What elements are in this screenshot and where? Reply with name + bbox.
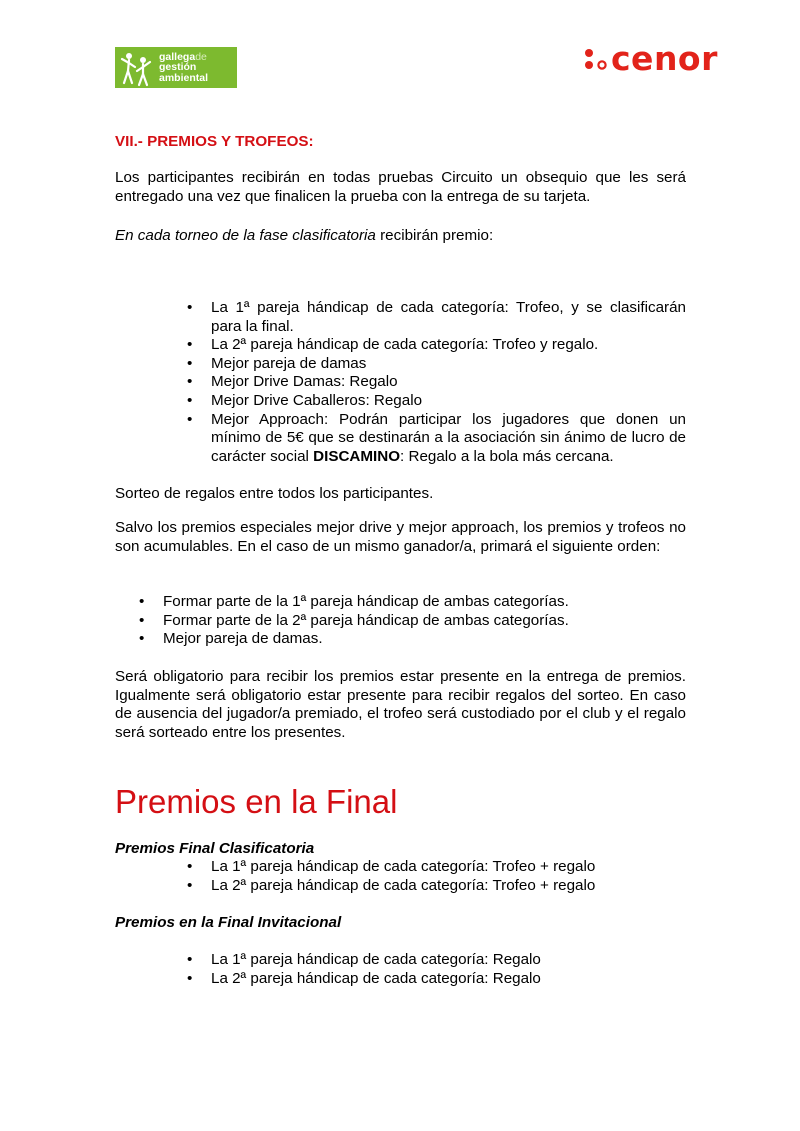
three-dots-icon — [583, 46, 609, 72]
cenor-wordmark: cenor — [611, 39, 718, 78]
list-item: • La 2ª pareja hándicap de cada categoría: Trofeo + regalo — [187, 877, 686, 896]
qualifying-prizes-list — [187, 299, 686, 466]
list-item: • Formar parte de la 2ª pareja hándicap de ambas categorías. — [139, 612, 686, 631]
final-invitational-title: Premios en la Final Invitacional — [115, 914, 342, 931]
final-invitational-list — [187, 951, 686, 988]
priority-order-list — [139, 593, 686, 649]
mandatory-paragraph: Será obligatorio para recibir los premios estar presente en la entrega de premios. Igualmente será obligatorio estar presente para recibir regalos del sorteo. En caso de ausencia del jugador/a premiado, el trofeo será custodiado por el club y el regalo será sorteado entre los presentes. — [115, 668, 686, 741]
cenor-logo — [583, 39, 718, 78]
list-item: • Mejor Drive Caballeros: Regalo — [187, 392, 686, 411]
list-item: • Formar parte de la 1ª pareja hándicap de ambas categorías. — [139, 593, 686, 612]
gallega-gestion-ambiental-logo — [115, 47, 237, 88]
final-classification-list — [187, 858, 686, 895]
qualifying-rest: recibirán premio: — [375, 227, 494, 244]
list-item: • Mejor pareja de damas — [187, 355, 686, 374]
qualifying-italic: En cada torneo de la fase clasificatoria — [115, 227, 376, 244]
qualifying-paragraph — [115, 227, 686, 246]
list-item: • La 2ª pareja hándicap de cada categoría: Trofeo y regalo. — [187, 336, 686, 355]
logo-text: gallegade gestión ambiental — [159, 50, 209, 84]
list-item: • La 2ª pareja hándicap de cada categoría: Regalo — [187, 970, 686, 989]
discamino-bold: DISCAMINO — [313, 447, 401, 465]
final-classification-title: Premios Final Clasificatoria — [115, 840, 315, 857]
list-item: • Mejor pareja de damas. — [139, 630, 686, 649]
intro-paragraph: Los participantes recibirán en todas pruebas Circuito un obsequio que les será entregado una vez que finalicen la prueba con la entrega de su tarjeta. — [115, 169, 686, 205]
list-item: • La 1ª pareja hándicap de cada categoría: Trofeo + regalo — [187, 858, 686, 877]
non-cumulative-paragraph: Salvo los premios especiales mejor drive y mejor approach, los premios y trofeos no son acumulables. En el caso de un mismo ganador/a, primará el siguiente orden: — [115, 519, 686, 555]
final-title: Premios en la Final — [115, 783, 398, 820]
list-item-approach: • Mejor Approach: Podrán participar los jugadores que donen un mínimo de 5€ que se destinarán a la asociación sin ánimo de lucro de carácter social DISCAMINO: Regalo a la bola más cercana. — [187, 411, 686, 467]
two-figures-icon — [117, 47, 155, 88]
list-item: • Mejor Drive Damas: Regalo — [187, 373, 686, 392]
raffle-paragraph: Sorteo de regalos entre todos los participantes. — [115, 485, 434, 502]
section-heading: VII.- PREMIOS Y TROFEOS: — [115, 133, 314, 150]
list-item: • La 1ª pareja hándicap de cada categoría: Regalo — [187, 951, 686, 970]
list-item: • La 1ª pareja hándicap de cada categoría: Trofeo, y se clasificarán para la final. — [187, 299, 686, 336]
